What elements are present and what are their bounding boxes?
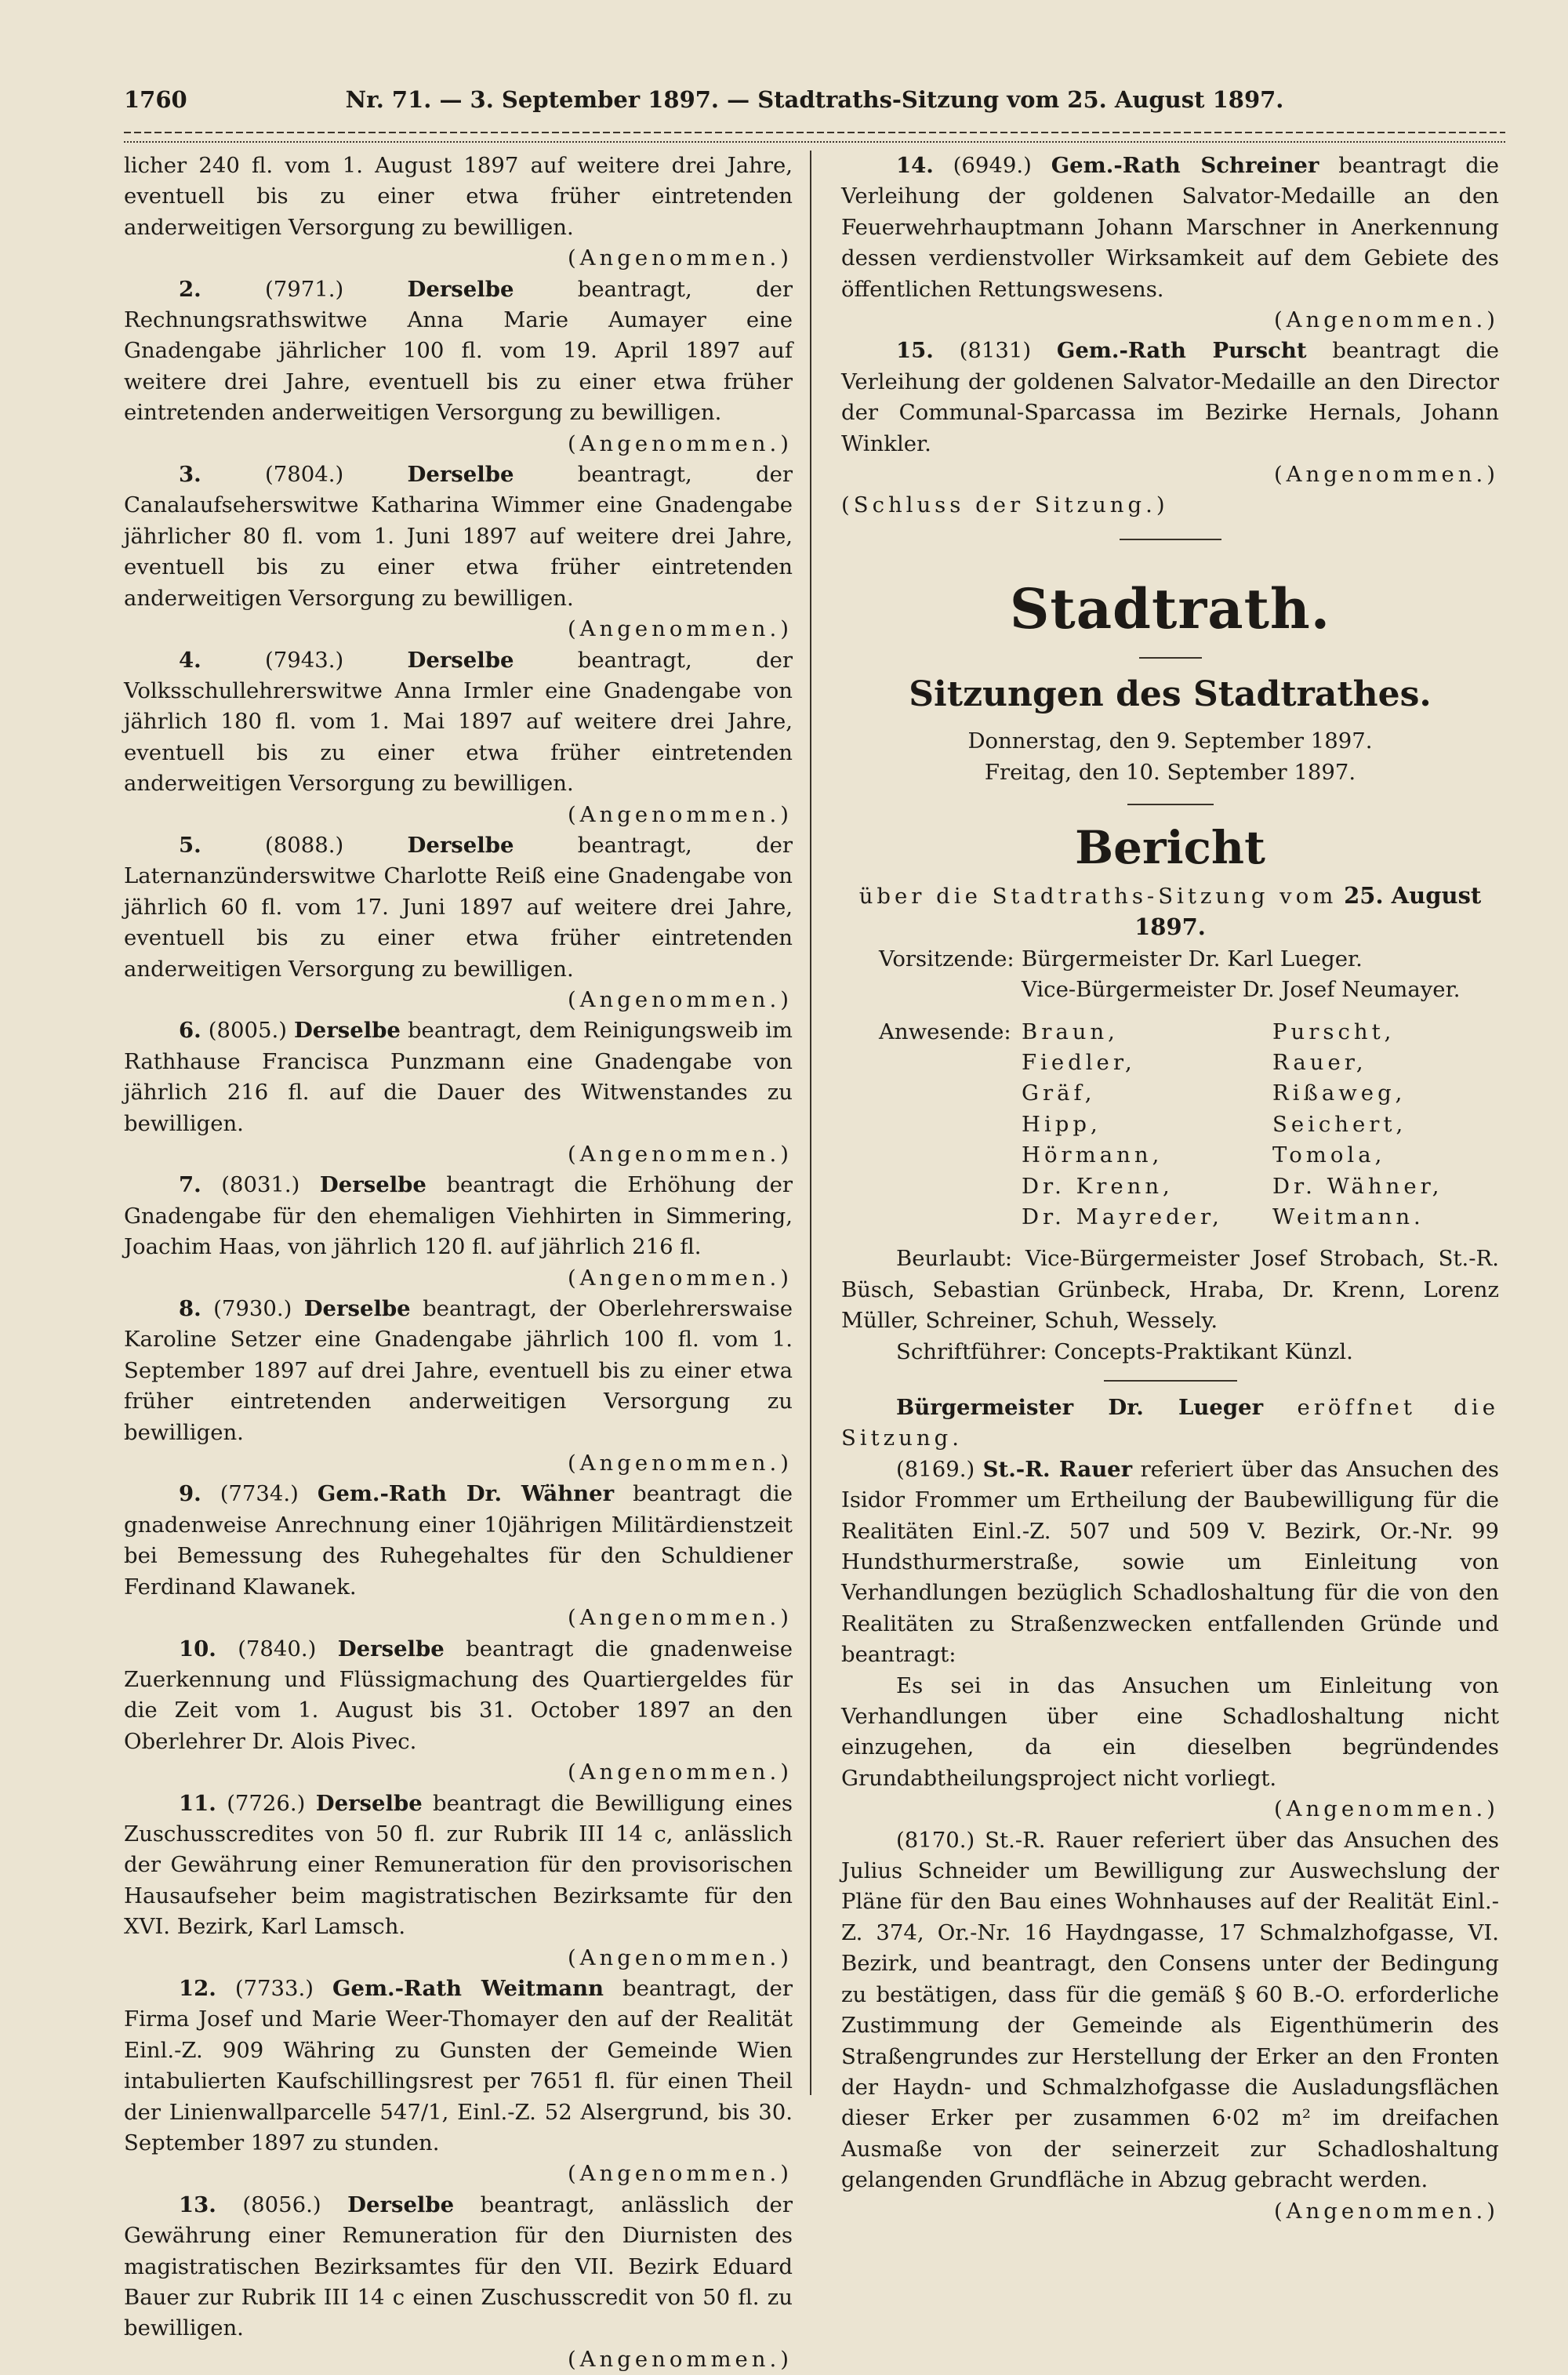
agenda-item [124,1974,793,2190]
item-text: beantragt die Verleihung der goldenen Salvator-Medaille an den Feuerwehrhauptmann Johann Marschner in Anerkennung dessen verdienstvoller Wirksamkeit auf dem Gebiete des öffentlichen Rettungswesens. [841,153,1499,302]
divider [1127,804,1214,805]
report-title: Bericht [1075,820,1265,874]
item-8170: (8170.) St.-R. Rauer referiert über das Ansuchen des Julius Schneider um Bewilligung zur Auswechslung der Pläne für den Bau eines Wohnhauses auf der Realität Einl.-Z. 374, Or.-Nr. 16 Haydngasse, 17 Schmalzhofgasse, VI. Bezirk, und beantragt, den Consens unter der Bedingung zu bestätigen, dass für die gemäß § 60 B.-O. erforderliche Zustimmung der Gemeinde als Eigenthümerin des Straßengrundes zur Herstellung der Erker an den Fronten der Haydn- und Schmalzhofgasse die Ausladungsflächen dieser Erker per zusammen 6·02 m² im dreifachen Ausmaße von der seinerzeit zur Schadloshaltung gelangenden Grundfläche in Abzug gebracht werden. [841,1827,1499,2193]
secretary: Concepts-Praktikant Künzl. [1054,1338,1353,1364]
item-speaker: Derselbe [407,462,514,488]
item-result: (Angenommen.) [567,2161,793,2187]
item-number: 5. [179,832,201,858]
item-result: (Angenommen.) [567,1451,793,1476]
item-id: (7943.) [265,647,344,673]
report-subtitle: über die Stadtraths-Sitzung vom 25. August 1897. [858,881,1482,941]
item-text: beantragt, der Oberlehrerswaise Karoline Setzer eine Gnadengabe jährlich 100 fl. vom 1. September 1897 auf drei Jahre, eventuell bis zu einer etwa früher eintretenden anderweitigen Versorgung zu bewilligen. [124,1296,793,1445]
item-id: (7930.) [213,1296,292,1322]
agenda-item [841,336,1499,490]
item-text: beantragt, der Volksschullehrerswitwe Anna Irmler eine Gnadengabe von jährlich 180 fl. vom 1. Mai 1897 auf weitere drei Jahre, eventuell bis zu einer etwa früher eintretenden anderweitigen Versorgung zu bewilligen. [124,647,793,797]
item-result: (Angenommen.) [567,986,793,1012]
item-id: (7840.) [238,1636,317,1661]
section-title: Stadtrath. [1009,576,1331,641]
agenda-item [124,645,793,830]
agenda-item [124,274,793,459]
agenda-item [124,1170,793,1294]
item-speaker: Gem.-Rath Weitmann [332,1975,604,2001]
item-number: 9. [179,1481,201,1507]
agenda-item [124,2190,793,2375]
item-result: (Angenommen.) [567,616,793,642]
item-number: 2. [179,276,201,302]
item-result: (Angenommen.) [567,2346,793,2372]
item-number: 11. [179,1790,216,1816]
present-member: Hipp, [1022,1111,1102,1137]
item-id: (8131) [959,338,1032,364]
agenda-item [124,830,793,1015]
chair-1: Bürgermeister Dr. Karl Lueger. [1022,946,1363,971]
present-member: Weitmann. [1272,1204,1425,1229]
item-result: (Angenommen.) [567,1605,793,1631]
secretary-label: Schriftführer: [896,1338,1047,1364]
present-member: Hörmann, [1022,1142,1163,1168]
item-result: (Angenommen.) [1273,462,1499,488]
divider [1120,539,1221,540]
item-text: beantragt, der Firma Josef und Marie Weer-Thomayer den auf der Realität Einl.-Z. 909 Währing zu Gunsten der Gemeinde Wien intabulierten Kaufschillingsrest per 7651 fl. für einen Theil der Linienwallparcelle 547/1, Einl.-Z. 52 Alsergrund, bis 30. September 1897 zu stunden. [124,1975,793,2155]
item-number: 3. [179,462,201,488]
right-column [811,151,1500,2224]
agenda-item [124,1479,793,1633]
session-closing: (Schluss der Sitzung.) [841,492,1169,518]
item-text: beantragt die Bewilligung eines Zuschusscredites von 50 fl. zur Rubrik III 14 c, anlässlich der Gewährung einer Remuneration für den provisorischen Hausaufseher beim magistratischen Bezirksamte für den XVI. Bezirk, Karl Lamsch. [124,1790,793,1940]
present-label: Anwesende: [879,1019,1011,1044]
present-member: Dr. Wähner, [1272,1173,1443,1199]
item-id: (7804.) [265,462,344,488]
item-speaker: Gem.-Rath Schreiner [1051,153,1319,178]
absent-label: Beurlaubt: [896,1246,1013,1272]
item-8169-result: (Angenommen.) [1273,1796,1499,1822]
present-block [841,1017,1499,1233]
item-number: 4. [179,647,201,673]
item-id: (7971.) [265,276,344,302]
present-member: Purscht, [1272,1019,1396,1044]
agenda-item [124,151,793,274]
item-number: 7. [179,1172,201,1198]
item-8170-result: (Angenommen.) [1273,2198,1499,2224]
item-result: (Angenommen.) [567,245,793,271]
agenda-item [124,1634,793,1789]
present-member: Braun, [1022,1019,1119,1044]
header-rule [124,129,1505,143]
item-text: licher 240 fl. vom 1. August 1897 auf weitere drei Jahre, eventuell bis zu einer etwa früher eintretenden anderweitigen Versorgung zu bewilligen. [124,153,793,240]
running-title: Nr. 71. — 3. September 1897. — Stadtraths-Sitzung vom 25. August 1897. [345,86,1284,113]
item-speaker: Derselbe [407,647,514,673]
agenda-item [124,459,793,645]
page-header [124,86,1505,124]
chairs-label: Vorsitzende: [879,946,1014,971]
opening-line: Bürgermeister Dr. Lueger eröffnet die Sitzung. [841,1394,1499,1451]
item-result: (Angenommen.) [567,801,793,827]
item-text: beantragt, anlässlich der Gewährung einer Remuneration für den Diurnisten des magistratischen Bezirksamtes für den VII. Bezirk Eduard Bauer zur Rubrik III 14 c einen Zuschusscredit von 50 fl. zu bewilligen. [124,2192,793,2341]
item-speaker: Gem.-Rath Purscht [1056,338,1307,364]
absent-block [841,1244,1499,1367]
item-speaker: Derselbe [337,1636,445,1661]
absent-text: Vice-Bürgermeister Josef Strobach, St.-R. Büsch, Sebastian Grünbeck, Hraba, Dr. Krenn, Lorenz Müller, Schreiner, Schuh, Wessely. [841,1246,1499,1334]
agenda-item [124,1789,793,1974]
item-result: (Angenommen.) [567,1265,793,1291]
session-date-1: Donnerstag, den 9. September 1897. [967,728,1373,754]
divider [1104,1380,1237,1382]
divider [1139,657,1202,659]
present-member: Rißaweg, [1272,1080,1406,1106]
item-number: 15. [896,338,934,364]
left-column [124,151,811,2372]
item-result: (Angenommen.) [567,1142,793,1167]
item-text: beantragt die Erhöhung der Gnadengabe für den ehemaligen Viehhirten in Simmering, Joachim Haas, von jährlich 120 fl. auf jährlich 216 fl. [124,1172,793,1260]
item-text: beantragt die Verleihung der goldenen Salvator-Medaille an den Director der Communal-Sparcassa im Bezirke Hernals, Johann Winkler. [841,338,1500,456]
item-number: 10. [179,1636,216,1661]
item-speaker: Derselbe [315,1790,423,1816]
item-8169-motion: Es sei in das Ansuchen um Einleitung von Verhandlungen über eine Schadloshaltung nicht einzugehen, da ein dieselben begründendes Grundabtheilungsproject nicht vorliegt. [841,1672,1499,1791]
item-text: beantragt, der Rechnungsrathswitwe Anna Marie Aumayer eine Gnadengabe jährlicher 100 fl. vom 19. April 1897 auf weitere drei Jahre, eventuell bis zu einer etwa früher eintretenden anderweitigen Versorgung zu bewilligen. [124,276,793,426]
subsection-title: Sitzungen des Stadtrathes. [909,674,1432,714]
item-speaker: Derselbe [293,1018,401,1044]
chairs-block [841,944,1499,1006]
item-speaker: Gem.-Rath Dr. Wähner [317,1481,615,1507]
item-id: (8005.) [208,1018,287,1044]
item-id: (7726.) [227,1790,306,1816]
item-result: (Angenommen.) [567,1945,793,1970]
chair-2: Vice-Bürgermeister Dr. Josef Neumayer. [1022,977,1461,1003]
item-result: (Angenommen.) [567,430,793,456]
item-id: (8031.) [221,1172,300,1198]
item-speaker: Derselbe [407,276,514,302]
item-speaker: Derselbe [303,1296,411,1322]
item-text: beantragt, der Laternanzünderswitwe Charlotte Reiß eine Gnadengabe von jährlich 60 fl. vom 17. Juni 1897 auf weitere drei Jahre, eventuell bis zu einer etwa früher eintretenden anderweitigen Versorgung zu bewilligen. [124,832,793,982]
item-speaker: Derselbe [407,832,514,858]
item-id: (6949.) [953,153,1032,178]
present-member: Tomola, [1272,1142,1386,1168]
item-text: beantragt, der Canalaufseherswitwe Katharina Wimmer eine Gnadengabe jährlicher 80 fl. vom 1. Juni 1897 auf weitere drei Jahre, eventuell bis zu einer etwa früher eintretenden anderweitigen Versorgung zu bewilligen. [124,462,793,611]
agenda-item [841,151,1499,336]
session-date-2: Freitag, den 10. September 1897. [984,759,1356,785]
present-member: Dr. Mayreder, [1022,1204,1223,1229]
item-number: 12. [179,1975,216,2001]
item-text: beantragt die gnadenweise Anrechnung einer 10jährigen Militärdienstzeit bei Bemessung des Ruhegehaltes für den Schuldiener Ferdinand Klawanek. [124,1481,793,1600]
present-member: Seichert, [1272,1111,1407,1137]
item-8169: (8169.) St.-R. Rauer referiert über das Ansuchen des Isidor Frommer um Ertheilung der Baubewilligung für die Realitäten Einl.-Z. 507 und 509 V. Bezirk, Or.-Nr. 99 Hundsthurmerstraße, sowie um Einleitung von Verhandlungen bezüglich Schadloshaltung für die von den Realitäten zu Straßenzwecken entfallenden Gründe und beantragt: [841,1456,1499,1668]
present-member: Rauer, [1272,1049,1367,1075]
item-text: beantragt, dem Reinigungsweib im Rathhause Francisca Punzmann eine Gnadengabe von jährlich 216 fl. auf die Dauer des Witwenstandes zu bewilligen. [124,1018,793,1136]
present-member: Gräf, [1022,1080,1096,1106]
item-id: (8088.) [265,832,344,858]
item-id: (7734.) [220,1481,299,1507]
present-member: Fiedler, [1022,1049,1136,1075]
item-speaker: Derselbe [347,2192,455,2217]
item-number: 14. [896,153,934,178]
item-number: 8. [179,1296,201,1322]
item-number: 13. [179,2192,216,2217]
agenda-item [124,1015,793,1170]
item-text: beantragt die gnadenweise Zuerkennung und Flüssigmachung des Quartiergeldes für die Zeit vom 1. August bis 31. October 1897 an den Oberlehrer Dr. Alois Pivec. [124,1636,793,1754]
item-number: 6. [179,1018,201,1044]
item-id: (8056.) [242,2192,321,2217]
item-result: (Angenommen.) [567,1759,793,1785]
item-id: (7733.) [234,1975,314,2001]
agenda-item [124,1294,793,1479]
page-number: 1760 [124,86,187,113]
present-member: Dr. Krenn, [1022,1173,1174,1199]
item-result: (Angenommen.) [1273,307,1499,333]
item-speaker: Derselbe [319,1172,426,1198]
